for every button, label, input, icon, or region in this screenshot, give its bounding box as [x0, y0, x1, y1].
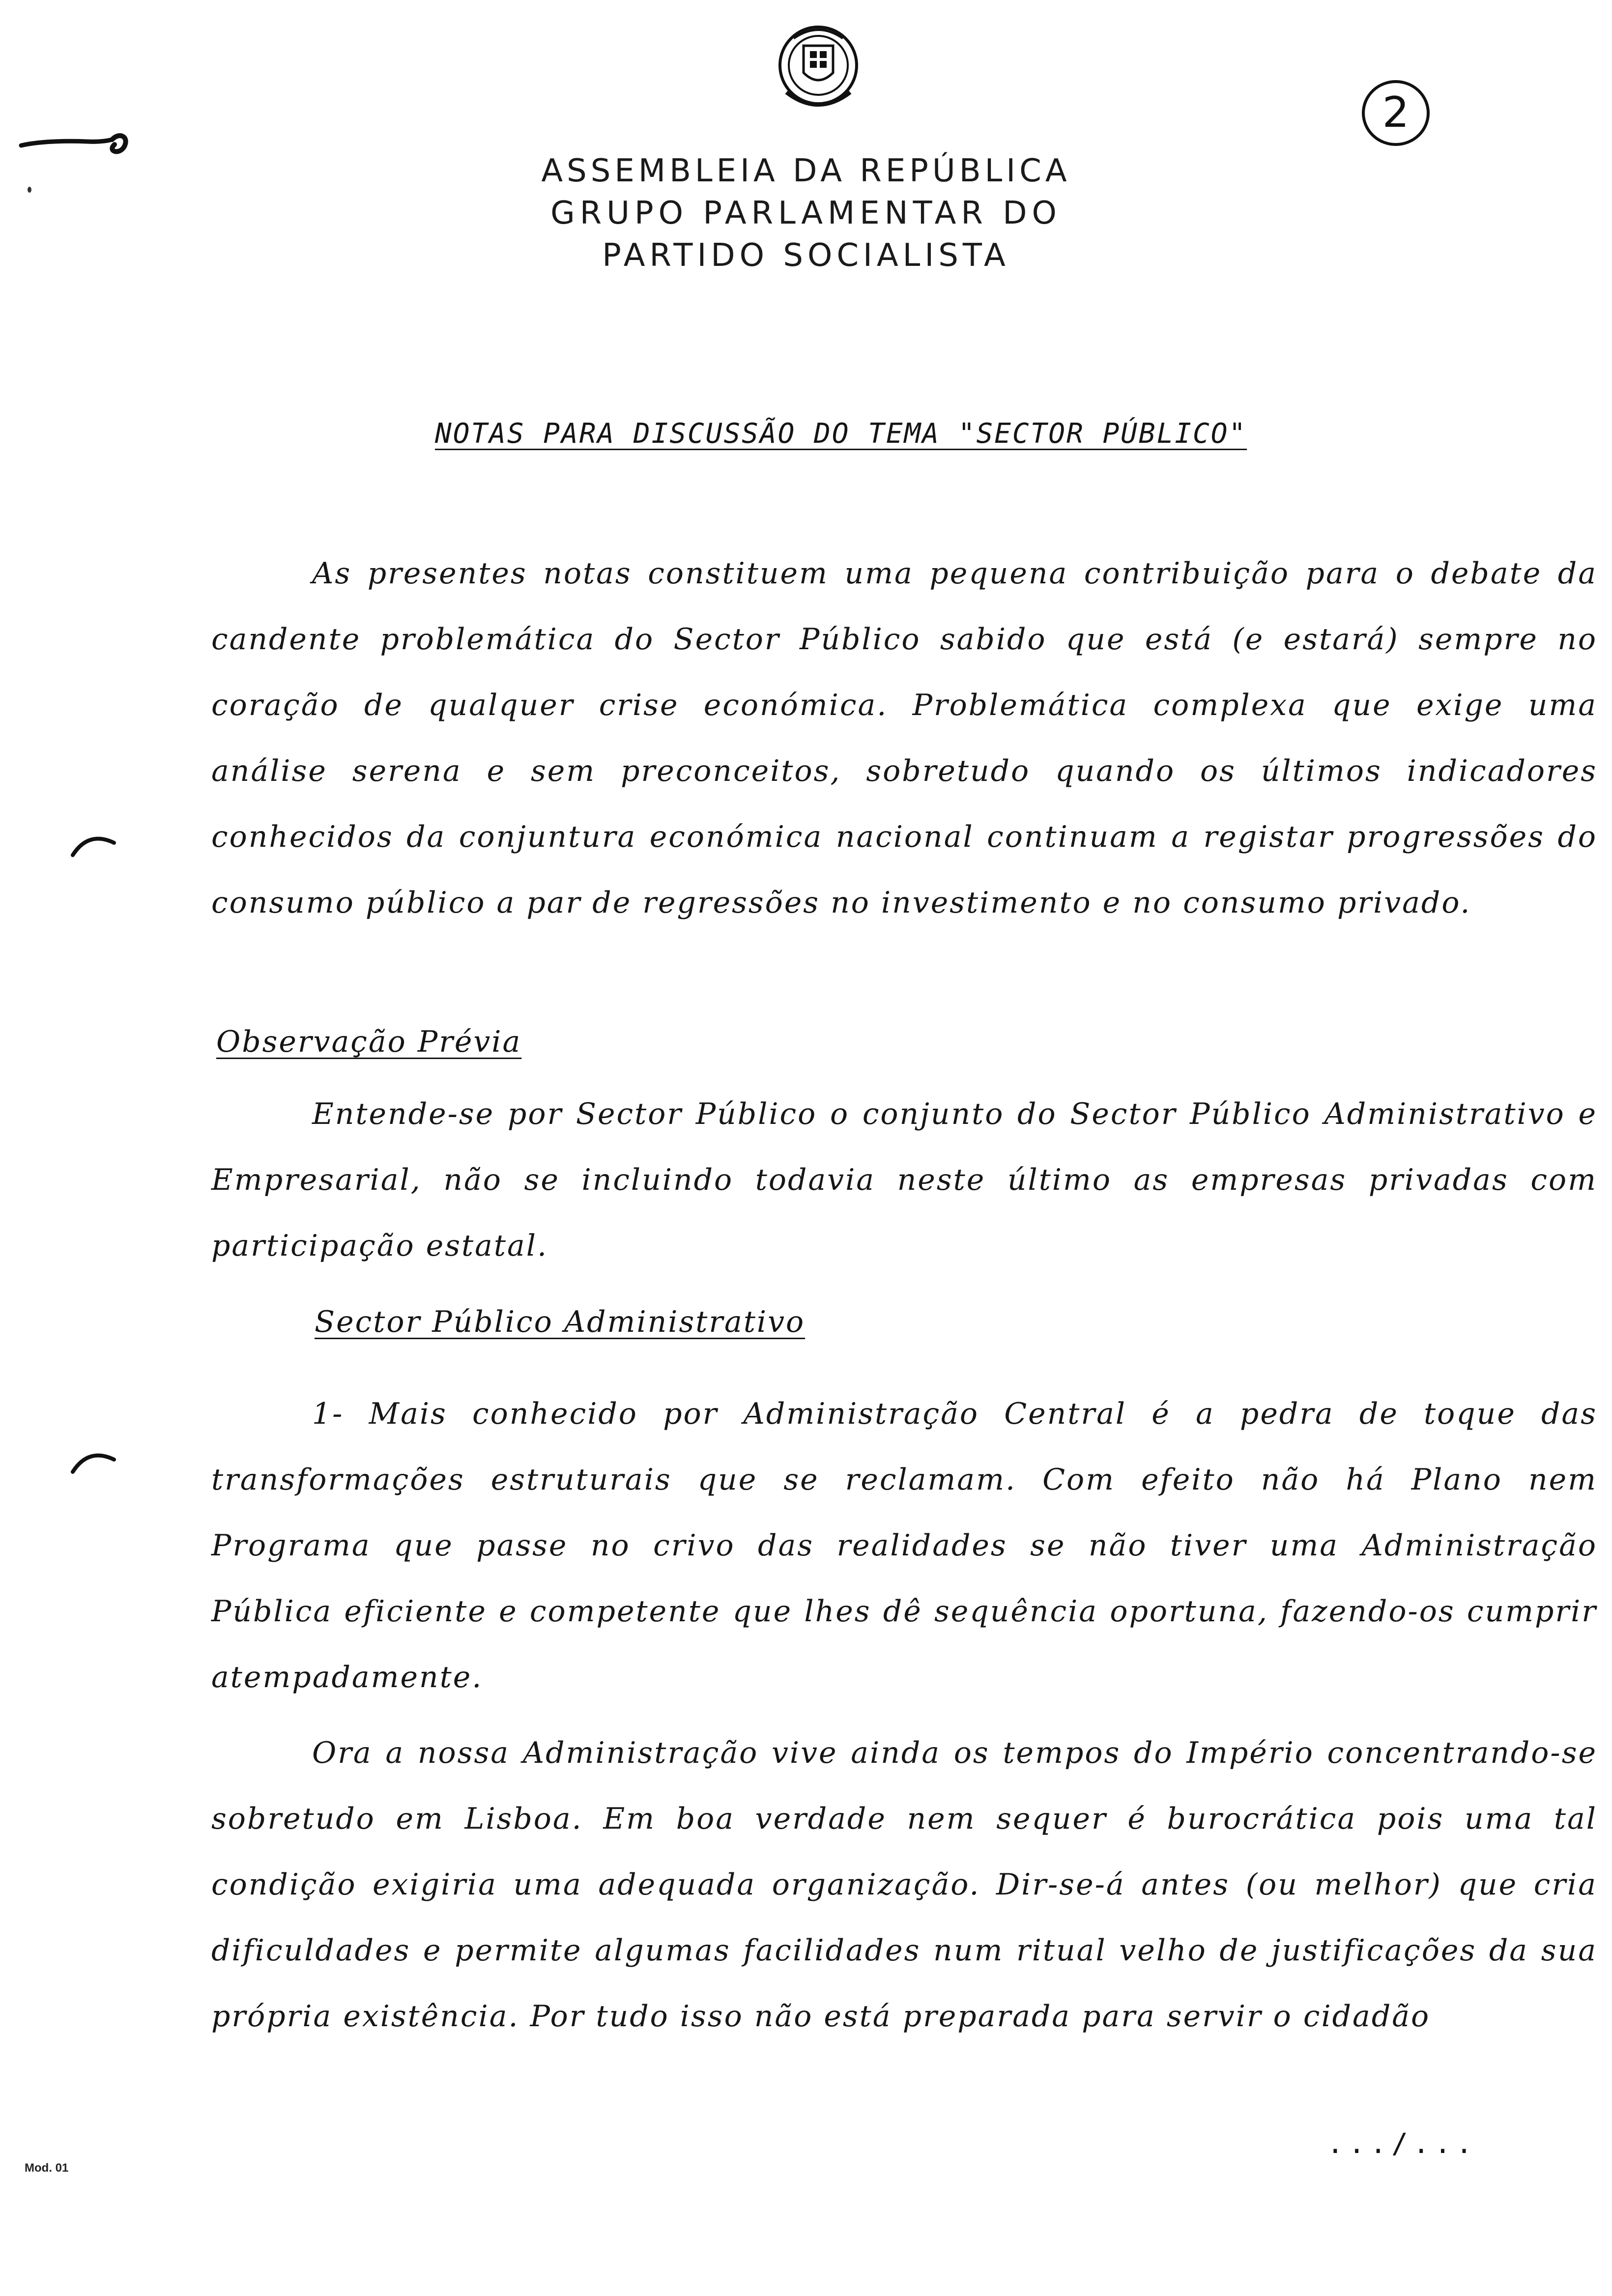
coat-of-arms-icon [767, 19, 870, 122]
intro-paragraph-text: As presentes notas constituem uma pequena contribuição para o debate da candente problemática do Sector Público sabido que está (e estará) sempre no coração de qualquer crise económica. Problemática complexa que exige uma análise serena e sem preconceitos, sobretudo quando os últimos indicadores conhecidos da conjuntura económica nacional continuam a registar progressões do consumo público a par de regressões no investimento e no consumo privado. [211, 556, 1597, 920]
document-title: NOTAS PARA DISCUSSÃO DO TEMA "SECTOR PÚBLICO" [435, 418, 1247, 450]
circled-number-icon [1357, 73, 1436, 151]
section-heading-observacao: Observação Prévia [216, 1025, 522, 1059]
organization-header [442, 150, 1170, 277]
section1-paragraph-text: Entende-se por Sector Público o conjunto do Sector Público Administrativo e Empresarial, não se incluindo todavia neste último as empresas privadas com participação estatal. [211, 1097, 1597, 1263]
section2-paragraph2 [211, 1720, 1597, 2049]
org-line-group: GRUPO PARLAMENTAR DO [550, 195, 1062, 231]
section2-paragraph2-text: Ora a nossa Administração vive ainda os tempos do Império concentrando-se sobretudo em Lisboa. Em boa verdade nem sequer é burocrática pois uma tal condição exigiria uma adequada organização. Dir-se-á antes (ou melhor) que cria dificuldades e permite algumas facilidades num ritual velho de justificações da sua própria existência. Por tudo isso não está preparada para servir o cidadão [211, 1736, 1597, 2034]
continuation-marker: .../... [1327, 2128, 1478, 2160]
margin-dot [28, 187, 31, 193]
org-line-assembly: ASSEMBLEIA DA REPÚBLICA [541, 153, 1071, 189]
margin-arc-mark [69, 1445, 118, 1474]
form-code: Mod. 01 [25, 2161, 69, 2175]
org-line-party: PARTIDO SOCIALISTA [602, 237, 1010, 274]
handwritten-mark [19, 127, 132, 161]
section-heading-spa: Sector Público Administrativo [315, 1305, 806, 1339]
section2-paragraph1-text: 1- Mais conhecido por Administração Central é a pedra de toque das transformações estruturais que se reclamam. Com efeito não há Plano nem Programa que passe no crivo das realidades se não tiver uma Administração Pública eficiente e competente que lhes dê sequência oportuna, fazendo-os cumprir atempadamente. [211, 1397, 1597, 1694]
intro-paragraph [211, 541, 1597, 936]
section2-paragraph1 [211, 1381, 1597, 1710]
page-number: 2 [1382, 88, 1410, 137]
section1-paragraph [211, 1081, 1597, 1279]
margin-arc-mark [69, 828, 118, 858]
